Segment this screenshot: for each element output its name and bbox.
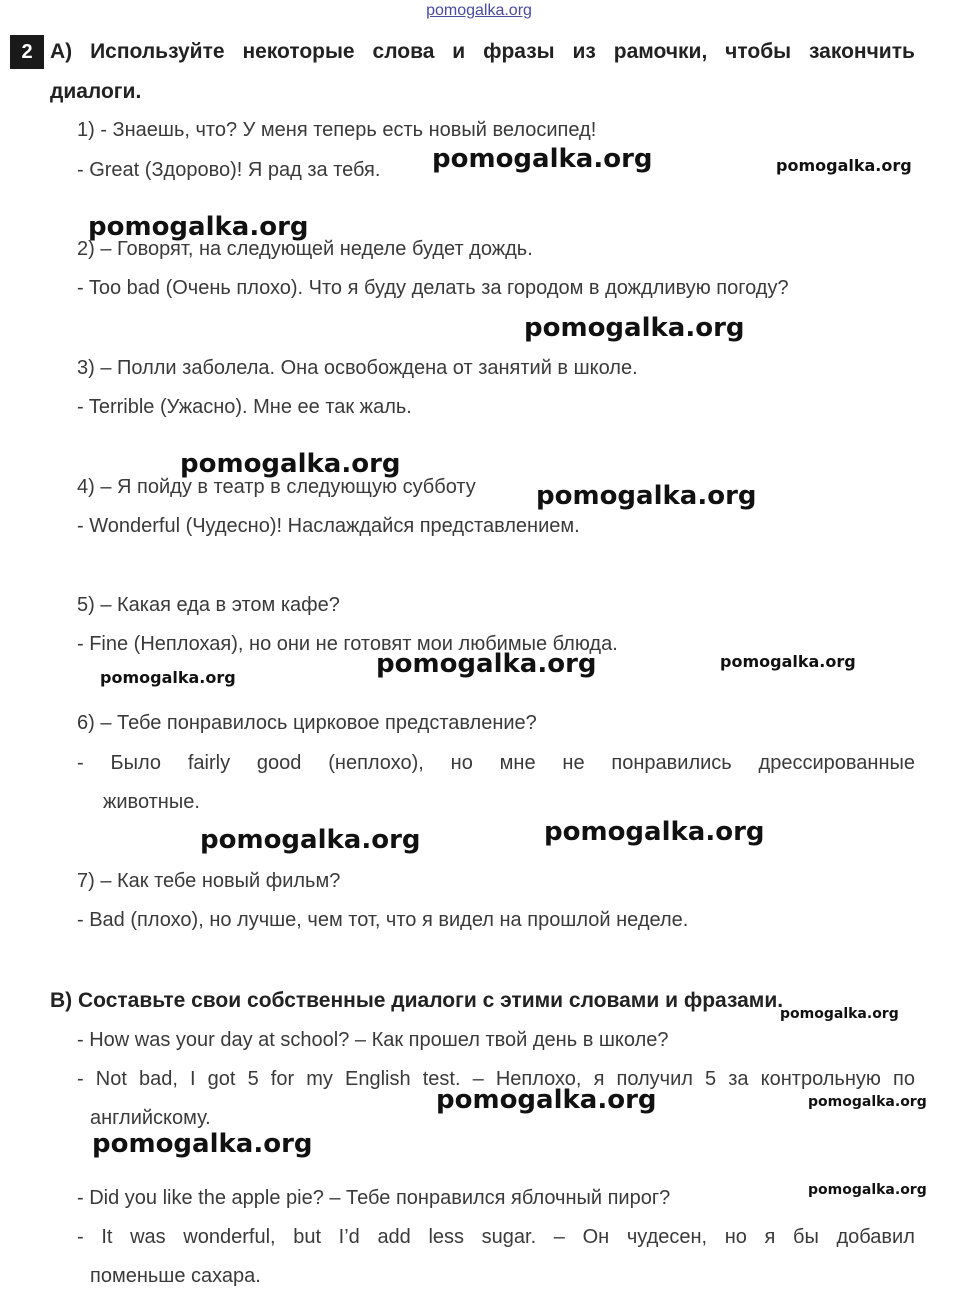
word: - bbox=[77, 752, 84, 774]
watermark: pomogalka.org bbox=[88, 212, 309, 242]
watermark: pomogalka.org bbox=[524, 313, 745, 343]
part-b-heading: B) Составьте свои собственные диалоги с этими словами и фразами. bbox=[50, 989, 784, 1012]
word: бы bbox=[793, 1226, 819, 1248]
watermark: pomogalka.org bbox=[544, 817, 765, 847]
word: по bbox=[893, 1068, 915, 1090]
watermark: pomogalka.org bbox=[92, 1129, 313, 1159]
word: sugar. bbox=[481, 1226, 537, 1248]
word: A) bbox=[50, 40, 73, 63]
word: - bbox=[77, 1226, 84, 1248]
dialog-1-answer: - Great (Здорово)! Я рад за тебя. bbox=[77, 159, 381, 181]
dialog-7-answer: - Bad (плохо), но лучше, чем тот, что я видел на прошлой неделе. bbox=[77, 909, 689, 931]
word: add bbox=[377, 1226, 411, 1248]
word: (неплохо), bbox=[328, 752, 424, 774]
dialog-3-answer: - Terrible (Ужасно). Мне ее так жаль. bbox=[77, 396, 412, 418]
word: мне bbox=[499, 752, 536, 774]
watermark: pomogalka.org bbox=[436, 1085, 657, 1115]
word: - bbox=[77, 1068, 84, 1090]
word: was bbox=[130, 1226, 166, 1248]
dialog-5-question: 5) – Какая еда в этом кафе? bbox=[77, 594, 340, 616]
dialog-6-question: 6) – Тебе понравилось цирковое представление? bbox=[77, 712, 537, 734]
word: дрессированные bbox=[758, 752, 915, 774]
word: good bbox=[256, 752, 302, 774]
word: Было bbox=[110, 752, 162, 774]
word: за bbox=[728, 1068, 749, 1090]
part-b-line-1: - How was your day at school? – Как прошел твой день в школе? bbox=[77, 1029, 669, 1051]
word: for bbox=[270, 1068, 295, 1090]
word: контрольную bbox=[760, 1068, 881, 1090]
word: не bbox=[562, 752, 585, 774]
watermark: pomogalka.org bbox=[780, 1006, 899, 1022]
word: я bbox=[593, 1068, 605, 1090]
word: некоторые bbox=[242, 40, 355, 63]
word: слова bbox=[372, 40, 435, 63]
watermark: pomogalka.org bbox=[180, 449, 401, 479]
watermark: pomogalka.org bbox=[432, 144, 653, 174]
word: из bbox=[572, 40, 596, 63]
dialog-2-answer: - Too bad (Очень плохо). Что я буду делать за городом в дождливую погоду? bbox=[77, 277, 789, 299]
word: фразы bbox=[483, 40, 555, 63]
dialog-7-question: 7) – Как тебе новый фильм? bbox=[77, 870, 341, 892]
part-b-line-3: английскому. bbox=[90, 1107, 211, 1129]
part-b-line-5 bbox=[77, 1226, 915, 1249]
part-a-heading-line2: диалоги. bbox=[50, 80, 142, 103]
word: понравились bbox=[611, 752, 732, 774]
watermark: pomogalka.org bbox=[776, 156, 912, 175]
word: 5 bbox=[247, 1068, 259, 1090]
word: 5 bbox=[705, 1068, 717, 1090]
part-a-heading-line1 bbox=[50, 40, 915, 64]
word: я bbox=[764, 1226, 776, 1248]
word: добавил bbox=[836, 1226, 915, 1248]
dialog-4-question: 4) – Я пойду в театр в следующую субботу bbox=[77, 476, 476, 498]
watermark: pomogalka.org bbox=[536, 481, 757, 511]
watermark: pomogalka.org bbox=[376, 649, 597, 679]
dialog-6-answer-line1 bbox=[77, 752, 915, 775]
dialog-4-answer: - Wonderful (Чудесно)! Наслаждайся представлением. bbox=[77, 515, 580, 537]
word: It bbox=[101, 1226, 113, 1248]
dialog-3-question: 3) – Полли заболела. Она освобождена от занятий в школе. bbox=[77, 357, 638, 379]
word: рамочки, bbox=[613, 40, 708, 63]
word: I’d bbox=[338, 1226, 360, 1248]
part-b-line-4: - Did you like the apple pie? – Тебе понравился яблочный пирог? bbox=[77, 1187, 671, 1209]
task-number-badge: 2 bbox=[10, 35, 44, 69]
word: less bbox=[428, 1226, 465, 1248]
word: but bbox=[293, 1226, 322, 1248]
watermark: pomogalka.org bbox=[100, 668, 236, 687]
dialog-2-question: 2) – Говорят, на следующей неделе будет дождь. bbox=[77, 238, 533, 260]
dialog-5-answer: - Fine (Неплохая), но они не готовят мои любимые блюда. bbox=[77, 633, 618, 655]
word: Используйте bbox=[90, 40, 225, 63]
watermark: pomogalka.org bbox=[720, 652, 856, 671]
word: test. bbox=[422, 1068, 461, 1090]
word: Неплохо, bbox=[495, 1068, 582, 1090]
word: – bbox=[472, 1068, 484, 1090]
word: чтобы bbox=[725, 40, 792, 63]
word: fairly bbox=[187, 752, 231, 774]
word: I bbox=[190, 1068, 196, 1090]
word: got bbox=[207, 1068, 236, 1090]
part-b-line-6: поменьше сахара. bbox=[90, 1265, 261, 1287]
word: – bbox=[553, 1226, 565, 1248]
word: Not bbox=[95, 1068, 127, 1090]
word: закончить bbox=[809, 40, 915, 63]
word: и bbox=[452, 40, 466, 63]
word: wonderful, bbox=[183, 1226, 276, 1248]
watermark: pomogalka.org bbox=[808, 1182, 927, 1198]
watermark: pomogalka.org bbox=[200, 825, 421, 855]
word: Он bbox=[582, 1226, 610, 1248]
top-watermark-link[interactable]: pomogalka.org bbox=[426, 2, 532, 19]
word: но bbox=[724, 1226, 747, 1248]
dialog-6-answer-line2: животные. bbox=[103, 791, 200, 813]
word: но bbox=[450, 752, 473, 774]
word: bad, bbox=[138, 1068, 178, 1090]
word: чудесен, bbox=[626, 1226, 708, 1248]
word: English bbox=[345, 1068, 411, 1090]
word: получил bbox=[616, 1068, 693, 1090]
watermark: pomogalka.org bbox=[808, 1094, 927, 1110]
word: my bbox=[306, 1068, 333, 1090]
dialog-1-question: 1) - Знаешь, что? У меня теперь есть новый велосипед! bbox=[77, 119, 597, 141]
